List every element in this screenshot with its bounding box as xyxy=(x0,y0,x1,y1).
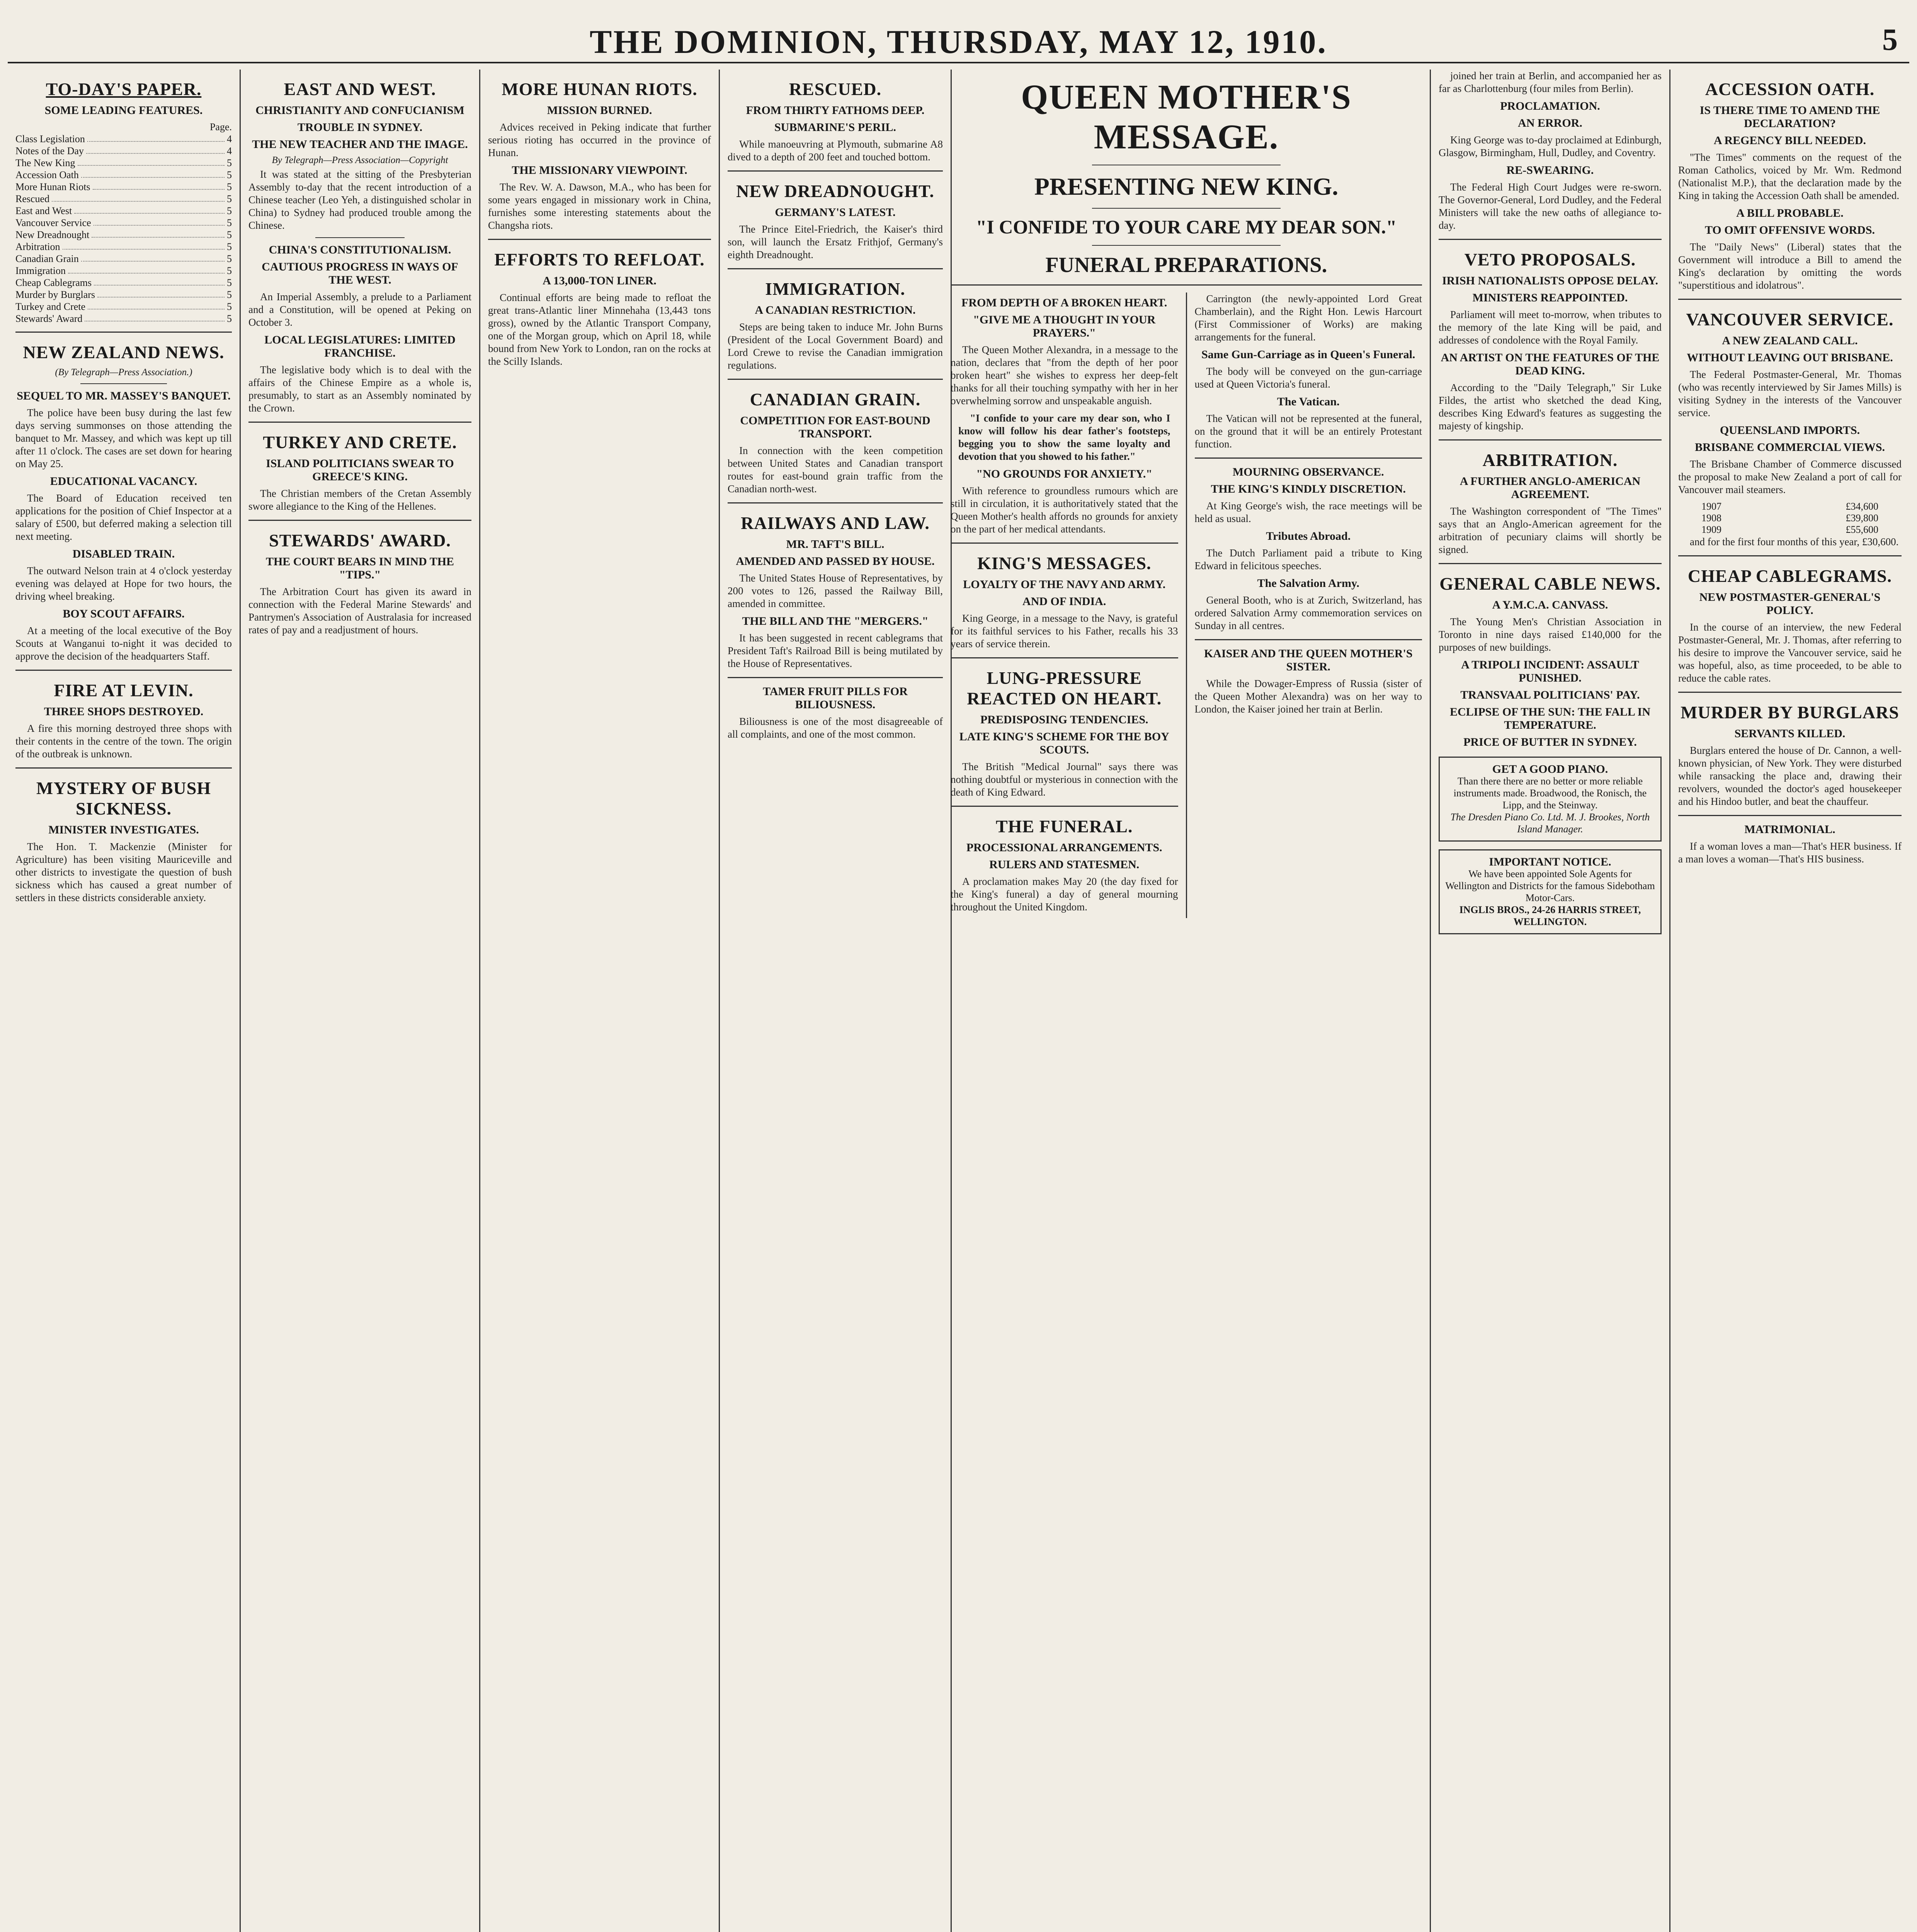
toc-page: 5 xyxy=(227,289,232,300)
advert-text: We have been appointed Sole Agents for Wellington and Districts for the famous Sidebotham Motor-Cars. xyxy=(1445,868,1655,903)
toc-page: 5 xyxy=(227,157,232,168)
column-7 xyxy=(1430,70,1669,1932)
toc-label: New Dreadnought xyxy=(15,229,90,240)
article-subheading: THREE SHOPS DESTROYED. xyxy=(44,705,204,718)
article-subheading: NEW POSTMASTER-GENERAL'S POLICY. xyxy=(1699,591,1881,617)
queen-mother-headline: QUEEN MOTHER'S MESSAGE. xyxy=(1021,78,1352,156)
article-subheading: THE MISSIONARY VIEWPOINT. xyxy=(512,164,687,177)
toc-page: 4 xyxy=(227,133,232,145)
advert-title: IMPORTANT NOTICE. xyxy=(1489,855,1611,868)
toc-leader xyxy=(94,277,225,286)
article-subheading: PRICE OF BUTTER IN SYDNEY. xyxy=(1463,736,1637,748)
article-text: The Dutch Parliament paid a tribute to King Edward in felicitous speeches. xyxy=(1194,547,1422,571)
masthead-title: THE DOMINION, THURSDAY, MAY 12, 1910. xyxy=(590,23,1327,60)
article-subheading: The Salvation Army. xyxy=(1257,577,1359,590)
toc-label: The New King xyxy=(15,157,75,168)
table-of-contents xyxy=(15,133,232,325)
article-text: According to the "Daily Telegraph," Sir Luke Fildes, the artist who sketched the dead King, describes King Edward's features as suggesting the majesty of kingship. xyxy=(1439,382,1662,432)
byline: By Telegraph—Press Association—Copyright xyxy=(272,155,448,165)
toc-row xyxy=(15,169,232,181)
article-text: The Queen Mother Alexandra, in a message to the nation, declares that "from the depth of her poor broken heart" she wishes to express her deep-felt thanks for all their touching sympathy with her in her overwhelming sorrow and unspeakable anguish. xyxy=(951,344,1178,406)
toc-label: More Hunan Riots xyxy=(15,181,90,192)
toc-page: 5 xyxy=(227,277,232,288)
article-subheading: EDUCATIONAL VACANCY. xyxy=(50,475,197,488)
toc-row xyxy=(15,181,232,193)
article-subheading: LATE KING'S SCHEME FOR THE BOY SCOUTS. xyxy=(959,730,1169,756)
article-text: The Brisbane Chamber of Commerce discussed the proposal to make New Zealand a port of call for Vancouver mail steamers. xyxy=(1678,458,1902,495)
toc-label: Class Legislation xyxy=(15,133,85,145)
toc-row xyxy=(15,241,232,253)
article-text: Advices received in Peking indicate that further serious rioting has occurred in the province of Hunan. xyxy=(488,121,711,158)
toc-page: 5 xyxy=(227,169,232,180)
article-subheading: LOCAL LEGISLATURES: LIMITED FRANCHISE. xyxy=(264,333,456,359)
article-text: The United States House of Representatives, by 200 votes to 126, passed the Railway Bill, amended in committee. xyxy=(728,572,943,609)
toc-label: Notes of the Day xyxy=(15,145,84,156)
toc-row xyxy=(15,253,232,265)
article-subheading: TO OMIT OFFENSIVE WORDS. xyxy=(1704,224,1875,236)
toc-leader xyxy=(63,241,225,250)
article-text: The Prince Eitel-Friedrich, the Kaiser's third son, will launch the Ersatz Frithjof, Germany's eighth Dreadnought. xyxy=(728,223,943,260)
imports-value: £55,600 xyxy=(1846,524,1878,535)
toc-row xyxy=(15,217,232,229)
article-text: It was stated at the sitting of the Presbyterian Assembly to-day that the recent introduction of a Chinese teacher (Leo Yeh, a distinguished scholar in China) to Sydney had produced trouble among the Chinese. xyxy=(248,168,471,231)
article-subheading: THE KING'S KINDLY DISCRETION. xyxy=(1211,483,1406,495)
toc-page: 5 xyxy=(227,193,232,204)
dreadnought-heading: NEW DREADNOUGHT. xyxy=(736,181,934,201)
article-text: The Arbitration Court has given its award in connection with the Federal Marine Stewards' and Pantrymen's Association of Australasia for increased rates of pay and a readjustment of hours. xyxy=(248,586,471,636)
article-text: and for the first four months of this year, £30,600. xyxy=(1690,536,1899,548)
masthead xyxy=(8,19,1909,63)
article-text: The Young Men's Christian Association in Toronto in nine days raised £140,000 for the purposes of new buildings. xyxy=(1439,616,1662,653)
article-text: The British "Medical Journal" says there was nothing doubtful or mysterious in connection with the death of King Edward. xyxy=(951,761,1178,798)
toc-page: 5 xyxy=(227,241,232,252)
toc-label: East and West xyxy=(15,205,72,216)
article-text: Steps are being taken to induce Mr. John Burns (President of the Local Government Board) and Lord Crewe to revise the Canadian immigration regulations. xyxy=(728,321,943,371)
article-text: Parliament will meet to-morrow, when tributes to the memory of the late King will be paid, and addresses of condolence with the Royal Family. xyxy=(1439,309,1662,346)
article-text: In connection with the keen competition between United States and Canadian transport routes for east-bound grain traffic from the Canadian north-west. xyxy=(728,445,943,495)
veto-proposals-heading: VETO PROPOSALS. xyxy=(1464,250,1636,269)
toc-page: 5 xyxy=(227,181,232,192)
toc-row xyxy=(15,313,232,325)
rescued-heading: RESCUED. xyxy=(789,79,882,99)
article-subheading: CAUTIOUS PROGRESS IN WAYS OF THE WEST. xyxy=(262,260,458,286)
article-subheading: ECLIPSE OF THE SUN: THE FALL IN TEMPERATURE. xyxy=(1449,706,1651,731)
toc-page: 5 xyxy=(227,253,232,264)
leading-features-subheading: SOME LEADING FEATURES. xyxy=(44,104,203,117)
toc-row xyxy=(15,205,232,217)
advert-heading: MATRIMONIAL. xyxy=(1744,823,1835,836)
article-text: The police have been busy during the last few days serving summonses on those attending the banquet to Mr. Massey, and which was kept up till after 11 o'clock. The cases are set down for hearing on May 25. xyxy=(15,407,232,469)
article-subheading: A REGENCY BILL NEEDED. xyxy=(1714,134,1866,147)
article-subheading: Same Gun-Carriage as in Queen's Funeral. xyxy=(1201,348,1415,361)
article-subheading: THE COURT BEARS IN MIND THE "TIPS." xyxy=(265,555,454,581)
article-subheading: THE NEW TEACHER AND THE IMAGE. xyxy=(252,138,468,151)
accession-oath-heading: ACCESSION OATH. xyxy=(1705,79,1875,99)
article-text: At King George's wish, the race meetings will be held as usual. xyxy=(1194,500,1422,524)
toc-row xyxy=(15,301,232,313)
article-subheading: BOY SCOUT AFFAIRS. xyxy=(63,607,185,620)
article-subheading: A BILL PROBABLE. xyxy=(1736,207,1844,219)
toc-leader xyxy=(97,289,225,298)
page-number: 5 xyxy=(1882,23,1898,57)
byline: (By Telegraph—Press Association.) xyxy=(55,367,192,378)
article-text: "The Times" comments on the request of the Roman Catholics, voiced by Mr. Wm. Redmond (Nationalist M.P.), that the declaration made by the King in taking the Accession Oath shall be amended. xyxy=(1678,151,1902,201)
article-subheading: KAISER AND THE QUEEN MOTHER'S SISTER. xyxy=(1204,647,1413,673)
vancouver-service-heading: VANCOUVER SERVICE. xyxy=(1686,310,1894,329)
toc-page: 5 xyxy=(227,217,232,228)
article-subheading: "GIVE ME A THOUGHT IN YOUR PRAYERS." xyxy=(973,313,1156,339)
article-subheading: A TRIPOLI INCIDENT: ASSAULT PUNISHED. xyxy=(1461,658,1639,684)
article-subheading: A 13,000-TON LINER. xyxy=(543,274,657,287)
arbitration-heading: ARBITRATION. xyxy=(1482,450,1618,470)
article-subheading: QUEENSLAND IMPORTS. xyxy=(1720,424,1860,437)
imports-year: 1909 xyxy=(1701,524,1721,535)
article-subheading: THE BILL AND THE "MERGERS." xyxy=(742,615,929,628)
hunan-riots-heading: MORE HUNAN RIOTS. xyxy=(502,79,697,99)
article-text: King George was to-day proclaimed at Edinburgh, Glasgow, Birmingham, Hull, Dudley, and Coventry. xyxy=(1439,134,1662,158)
toc-leader xyxy=(52,193,225,202)
nz-news-heading: NEW ZEALAND NEWS. xyxy=(23,342,225,362)
article-text: A fire this morning destroyed three shops with their contents in the centre of the town. The origin of the outbreak is unknown. xyxy=(15,723,232,760)
toc-leader xyxy=(86,145,225,154)
stewards-award-heading: STEWARDS' AWARD. xyxy=(269,531,451,550)
article-subheading: SERVANTS KILLED. xyxy=(1734,727,1846,740)
article-subheading: MISSION BURNED. xyxy=(547,104,652,117)
toc-row xyxy=(15,157,232,169)
divider xyxy=(15,332,232,333)
article-text: joined her train at Berlin, and accompanied her as far as Charlottenburg (four miles from Berlin). xyxy=(1439,70,1662,94)
railways-law-heading: RAILWAYS AND LAW. xyxy=(741,513,930,533)
article-subheading: FROM DEPTH OF A BROKEN HEART. xyxy=(961,296,1167,309)
article-text: A proclamation makes May 20 (the day fixed for the King's funeral) a day of general mourning throughout the United Kingdom. xyxy=(951,876,1178,913)
piano-advert xyxy=(1439,757,1662,842)
imports-value: £34,600 xyxy=(1846,501,1878,512)
imports-year: 1907 xyxy=(1701,501,1721,512)
todays-paper-heading: TO-DAY'S PAPER. xyxy=(46,79,202,99)
article-subheading: IRISH NATIONALISTS OPPOSE DELAY. xyxy=(1442,274,1658,287)
article-text: An Imperial Assembly, a prelude to a Parliament and a Constitution, will be opened at Peking on October 3. xyxy=(248,291,471,328)
article-text: In the course of an interview, the new Federal Postmaster-General, Mr. J. Thomas, after referring to his desire to improve the Vancouver service, said he was hopeful, also, as time proceeded, to be able to reduce the cable rates. xyxy=(1678,621,1902,684)
turkey-crete-heading: TURKEY AND CRETE. xyxy=(263,432,457,452)
article-subheading: A CANADIAN RESTRICTION. xyxy=(755,304,916,316)
column-4 xyxy=(719,70,951,1932)
toc-leader xyxy=(68,265,225,274)
article-subheading: A NEW ZEALAND CALL. xyxy=(1722,334,1858,347)
quote-headline: "I CONFIDE TO YOUR CARE MY DEAR SON." xyxy=(976,216,1397,238)
toc-row xyxy=(15,145,232,157)
article-subheading: ISLAND POLITICIANS SWEAR TO GREECE'S KING. xyxy=(266,457,454,483)
column-8 xyxy=(1669,70,1909,1932)
imports-row xyxy=(1678,501,1902,512)
article-subheading: RE-SWEARING. xyxy=(1506,164,1594,177)
article-subheading: PREDISPOSING TENDENCIES. xyxy=(980,713,1148,726)
advert-signature: The Dresden Piano Co. Ltd. M. J. Brookes, North Island Manager. xyxy=(1450,811,1650,835)
article-subheading: PROCESSIONAL ARRANGEMENTS. xyxy=(966,841,1162,854)
article-text: The Washington correspondent of "The Times" says that an Anglo-American agreement for the arbitration of pecuniary claims will shortly be signed. xyxy=(1439,505,1662,555)
murder-by-burglars-heading: MURDER BY BURGLARS xyxy=(1681,702,1899,722)
article-text: With reference to groundless rumours which are still in circulation, it is authoritatively stated that the Queen Mother's health affords no grounds for anxiety on the part of her medical attendants. xyxy=(951,485,1178,535)
pull-quote: "I confide to your care my dear son, who I know will follow his dear father's footsteps, begging you to show the same loyalty and devotion that you showed to his father." xyxy=(958,412,1170,462)
article-subheading: MOURNING OBSERVANCE. xyxy=(1232,466,1384,478)
article-text: Continual efforts are being made to refloat the great trans-Atlantic liner Minnehaha (13,443 tons gross), owned by the Atlantic Transport Company, one of the Morgan group, which on April 18, while bound from New York to London, ran on the rocks at the Scilly Islands. xyxy=(488,292,711,367)
article-text: The Christian members of the Cretan Assembly swore allegiance to the King of the Hellenes. xyxy=(248,488,471,512)
article-text: The Hon. T. Mackenzie (Minister for Agriculture) has been visiting Mauriceville and other districts to investigate the question of bush sickness which has caused a great number of settlers in these districts considerable anxiety. xyxy=(15,841,232,903)
advert-text: Than there there are no better or more reliable instruments made. Broadwood, the Ronisch, the Lipp, and the Steinway. xyxy=(1453,776,1647,811)
toc-label: Stewards' Award xyxy=(15,313,83,324)
article-text: The legislative body which is to deal with the affairs of the Chinese Empire as a whole is, presumably, to start as an Assembly nominated by the Crown. xyxy=(248,364,471,414)
article-subheading: SEQUEL TO MR. MASSEY'S BANQUET. xyxy=(17,389,231,402)
imports-row xyxy=(1678,512,1902,524)
article-subheading: AN ERROR. xyxy=(1518,117,1582,129)
article-text: The Rev. W. A. Dawson, M.A., who has been for some years engaged in missionary work in China, furnishes some interesting statements about the Changsha riots. xyxy=(488,181,711,231)
canadian-grain-heading: CANADIAN GRAIN. xyxy=(750,389,921,409)
advert-signature: INGLIS BROS., 24-26 HARRIS STREET, WELLINGTON. xyxy=(1459,904,1641,927)
immigration-heading: IMMIGRATION. xyxy=(765,279,905,299)
the-funeral-heading: THE FUNERAL. xyxy=(996,816,1133,836)
toc-row xyxy=(15,289,232,301)
article-text: The Board of Education received ten applications for the position of Chief Inspector at a salary of £500, but deferred making a selection till next meeting. xyxy=(15,492,232,542)
motor-notice-advert xyxy=(1439,849,1662,934)
efforts-to-refloat-heading: EFFORTS TO REFLOAT. xyxy=(494,250,705,269)
article-text: While the Dowager-Empress of Russia (sister of the Queen Mother Alexandra) was on her way to London, the Kaiser joined her train at Berlin. xyxy=(1194,678,1422,715)
article-subheading: TRANSVAAL POLITICIANS' PAY. xyxy=(1460,689,1640,701)
article-text: General Booth, who is at Zurich, Switzerland, has ordered Salvation Army commemoration services on Sunday in all centres. xyxy=(1194,594,1422,631)
toc-page: 5 xyxy=(227,313,232,324)
column-3 xyxy=(479,70,719,1932)
article-subheading: AMENDED AND PASSED BY HOUSE. xyxy=(736,555,935,568)
article-subheading: PROCLAMATION. xyxy=(1500,100,1600,112)
toc-page: 4 xyxy=(227,145,232,156)
article-subheading: WITHOUT LEAVING OUT BRISBANE. xyxy=(1687,351,1893,364)
article-subheading: COMPETITION FOR EAST-BOUND TRANSPORT. xyxy=(740,414,930,440)
article-text: The Federal Postmaster-General, Mr. Thomas (who was recently interviewed by Sir James Mills) is visiting Sydney in the interests of the Vancouver service. xyxy=(1678,369,1902,418)
toc-page: 5 xyxy=(227,301,232,312)
toc-row xyxy=(15,229,232,241)
new-king-headline: PRESENTING NEW KING. xyxy=(1034,173,1339,200)
toc-leader xyxy=(93,181,225,190)
toc-row xyxy=(15,193,232,205)
article-subheading: GERMANY'S LATEST. xyxy=(775,206,896,219)
article-subheading: A Y.M.C.A. CANVASS. xyxy=(1492,599,1608,611)
article-subheading: TROUBLE IN SYDNEY. xyxy=(297,121,423,134)
toc-page: 5 xyxy=(227,205,232,216)
article-subheading: MR. TAFT'S BILL. xyxy=(786,538,885,551)
article-subheading: LOYALTY OF THE NAVY AND ARMY. xyxy=(963,578,1166,591)
toc-leader xyxy=(92,229,225,238)
funeral-headline: FUNERAL PREPARATIONS. xyxy=(1045,253,1327,277)
cheap-cablegrams-heading: CHEAP CABLEGRAMS. xyxy=(1687,566,1892,586)
toc-row xyxy=(15,133,232,145)
article-text: Carrington (the newly-appointed Lord Great Chamberlain), and the Right Hon. Lewis Harcourt (First Commissioner of Works) are making arrangements for the funeral. xyxy=(1194,293,1422,343)
article-text: The Federal High Court Judges were re-sworn. The Governor-General, Lord Dudley, and the Federal Ministers will take the new oaths of allegiance to-day. xyxy=(1439,181,1662,231)
toc-label: Accession Oath xyxy=(15,169,79,180)
article-subheading: The Vatican. xyxy=(1277,395,1340,408)
article-subheading: AND OF INDIA. xyxy=(1022,595,1106,608)
article-text: At a meeting of the local executive of the Boy Scouts at Wanganui to-night it was decided to approve the decision of the headquarters Staff. xyxy=(15,625,232,662)
toc-page: 5 xyxy=(227,229,232,240)
toc-leader xyxy=(74,205,225,214)
toc-leader xyxy=(81,169,225,178)
advert-text: If a woman loves a man—That's HER business. If a man loves a woman—That's HIS business. xyxy=(1678,840,1902,865)
column-1 xyxy=(8,70,240,1932)
article-text: The Vatican will not be represented at the funeral, on the ground that it will be an entirely Protestant function. xyxy=(1194,413,1422,450)
advert-text: Biliousness is one of the most disagreeable of all complaints, and one of the most common. xyxy=(728,716,943,740)
toc-page: 5 xyxy=(227,265,232,276)
article-text: The "Daily News" (Liberal) states that the Government will introduce a Bill to amend the King's declaration by omitting the words "superstitious and idolatrous". xyxy=(1678,241,1902,291)
article-subheading: A FURTHER ANGLO-AMERICAN AGREEMENT. xyxy=(1459,475,1641,501)
toc-label: Turkey and Crete xyxy=(15,301,86,312)
advert-title: GET A GOOD PIANO. xyxy=(1492,763,1608,776)
imports-year: 1908 xyxy=(1701,512,1721,524)
toc-leader xyxy=(88,301,225,310)
toc-label: Murder by Burglars xyxy=(15,289,95,300)
toc-label: Rescued xyxy=(15,193,50,204)
feature-left-column xyxy=(951,293,1178,918)
toc-label: Arbitration xyxy=(15,241,60,252)
lung-pressure-heading: LUNG-PRESSURE REACTED ON HEART. xyxy=(967,668,1162,708)
kings-messages-heading: KING'S MESSAGES. xyxy=(977,553,1152,573)
imports-table xyxy=(1678,501,1902,536)
advert-heading: TAMER FRUIT PILLS FOR BILIOUSNESS. xyxy=(763,685,908,711)
article-subheading: RULERS AND STATESMEN. xyxy=(989,858,1140,871)
toc-leader xyxy=(94,217,225,226)
toc-label: Immigration xyxy=(15,265,66,276)
article-text: The outward Nelson train at 4 o'clock yesterday evening was delayed at Hope for two hours, the driving wheel breaking. xyxy=(15,565,232,602)
article-subheading: CHINA'S CONSTITUTIONALISM. xyxy=(269,243,451,256)
article-text: It has been suggested in recent cablegrams that President Taft's Railroad Bill is being mutilated by the House of Representatives. xyxy=(728,632,943,669)
queen-mother-feature xyxy=(951,70,1422,918)
article-subheading: SUBMARINE'S PERIL. xyxy=(774,121,896,134)
toc-label: Vancouver Service xyxy=(15,217,91,228)
imports-value: £39,800 xyxy=(1846,512,1878,524)
toc-label: Canadian Grain xyxy=(15,253,79,264)
article-text: While manoeuvring at Plymouth, submarine A8 dived to a depth of 200 feet and touched bottom. xyxy=(728,138,943,163)
article-subheading: BRISBANE COMMERCIAL VIEWS. xyxy=(1694,441,1885,454)
article-subheading: DISABLED TRAIN. xyxy=(72,548,175,560)
toc-leader xyxy=(87,133,225,142)
article-text: King George, in a message to the Navy, is grateful for its faithful services to his Father, recalls his 33 years of service therein. xyxy=(951,612,1178,650)
article-text: Burglars entered the house of Dr. Cannon, a well-known physician, of New York. They were disturbed while ransacking the place and, drawing their revolvers, wounded the doctor's aged housekeeper and his Hindoo butler, and beat the chauffeur. xyxy=(1678,745,1902,807)
imports-row xyxy=(1678,524,1902,536)
toc-leader xyxy=(85,313,225,321)
toc-row xyxy=(15,277,232,289)
article-subheading: "NO GROUNDS FOR ANXIETY." xyxy=(976,468,1153,480)
article-subheading: AN ARTIST ON THE FEATURES OF THE DEAD KING. xyxy=(1441,351,1660,377)
article-subheading: Tributes Abroad. xyxy=(1266,530,1351,543)
article-subheading: IS THERE TIME TO AMEND THE DECLARATION? xyxy=(1699,104,1880,130)
feature-right-column xyxy=(1186,293,1422,918)
toc-leader xyxy=(81,253,225,262)
article-subheading: MINISTERS REAPPOINTED. xyxy=(1472,291,1628,304)
article-subheading: MINISTER INVESTIGATES. xyxy=(48,823,199,836)
general-cable-news-heading: GENERAL CABLE NEWS. xyxy=(1439,574,1661,594)
article-subheading: FROM THIRTY FATHOMS DEEP. xyxy=(746,104,925,117)
article-text: The body will be conveyed on the gun-carriage used at Queen Victoria's funeral. xyxy=(1194,366,1422,390)
bush-sickness-heading: MYSTERY OF BUSH SICKNESS. xyxy=(36,778,211,818)
article-subheading: CHRISTIANITY AND CONFUCIANISM xyxy=(255,104,464,117)
toc-row xyxy=(15,265,232,277)
toc-page-label: Page. xyxy=(209,121,232,133)
toc-label: Cheap Cablegrams xyxy=(15,277,92,288)
toc-leader xyxy=(78,157,225,166)
fire-at-levin-heading: FIRE AT LEVIN. xyxy=(54,680,194,700)
column-2 xyxy=(240,70,479,1932)
east-and-west-heading: EAST AND WEST. xyxy=(284,79,436,99)
